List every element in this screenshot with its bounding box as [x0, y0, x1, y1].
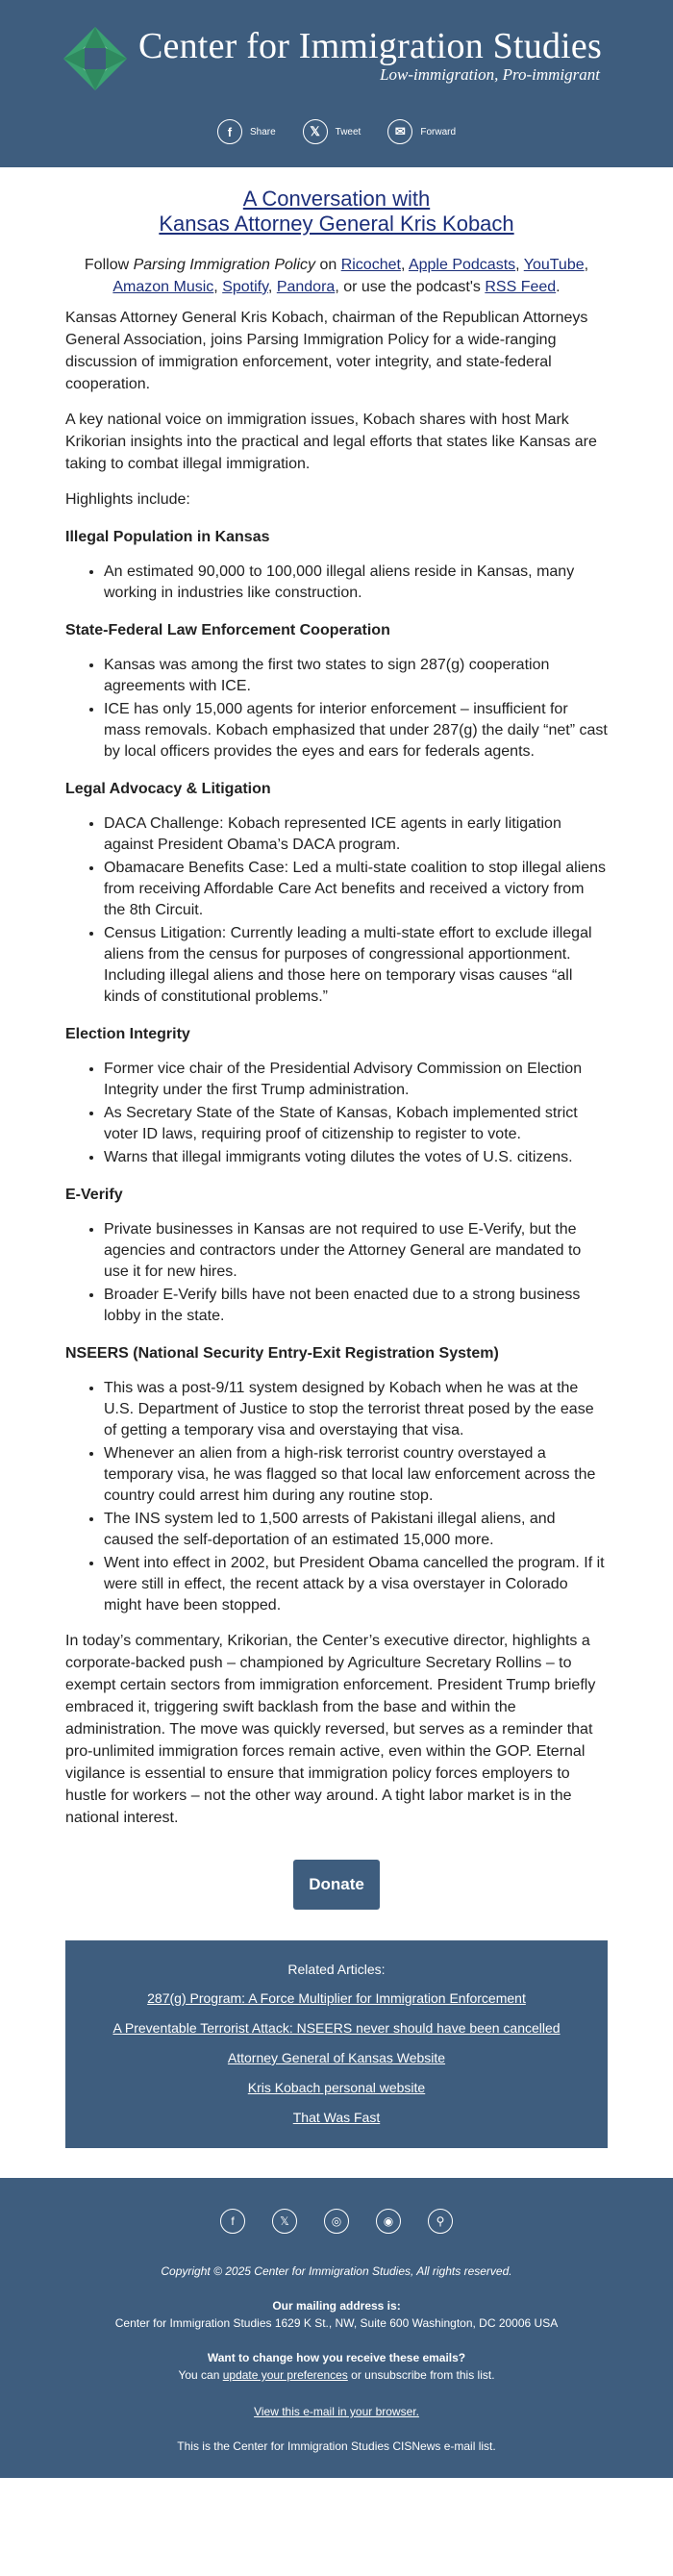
- list-item: • As Secretary State of the State of Kansas, Kobach implemented strict voter ID laws, requiring proof of citizenship to register to vote.: [104, 1103, 608, 1145]
- mail-icon: ✉: [387, 119, 412, 144]
- title-link-line1[interactable]: A Conversation with: [242, 187, 431, 211]
- update-preferences-link[interactable]: update your preferences: [222, 2368, 348, 2382]
- facebook-icon: f: [217, 119, 242, 144]
- rss-icon[interactable]: ◉: [376, 2209, 401, 2234]
- highlights-label: Highlights include:: [65, 491, 190, 508]
- section-list: [104, 655, 608, 763]
- section-list: [104, 813, 608, 1008]
- rss-feed-link[interactable]: RSS Feed: [485, 279, 557, 295]
- donate-wrapper: [65, 1860, 608, 1910]
- section-heading: Illegal Population in Kansas: [65, 529, 270, 545]
- spotify-link[interactable]: Spotify: [222, 279, 268, 295]
- follow-or: , or use the podcast's: [335, 279, 486, 295]
- related-articles-box: [65, 1940, 608, 2148]
- donate-button[interactable]: Donate: [293, 1860, 380, 1910]
- related-link[interactable]: Kris Kobach personal website: [247, 2080, 426, 2095]
- logo[interactable]: [62, 25, 619, 92]
- mailing-heading: Our mailing address is:: [272, 2299, 401, 2313]
- apple-podcasts-link[interactable]: Apple Podcasts: [408, 257, 516, 273]
- logo-tagline: Low-immigration, Pro-immigrant: [380, 65, 600, 84]
- related-link[interactable]: That Was Fast: [292, 2110, 381, 2125]
- list-item: • Former vice chair of the Presidential Advisory Commission on Election Integrity under the first Trump administration.: [104, 1059, 608, 1101]
- list-note: This is the Center for Immigration Studies CISNews e-mail list.: [177, 2439, 496, 2453]
- section-list: [104, 1219, 608, 1327]
- list-item: • Went into effect in 2002, but President Obama cancelled the program. If it were still in effect, the recent attack by a visa overstayer in Colorado might have been stopped.: [104, 1553, 608, 1616]
- x-icon: 𝕏: [303, 119, 328, 144]
- intro-paragraph-1: Kansas Attorney General Kris Kobach, chairman of the Republican Attorneys General Association, joins Parsing Immigration Policy for a wide-ranging discussion of immigration enforcement, voter integrity, and state-federal cooperation.: [65, 310, 588, 392]
- share-label: Share: [249, 126, 276, 138]
- podcast-name: Parsing Immigration Policy: [133, 257, 315, 273]
- follow-prefix: Follow: [84, 257, 134, 273]
- list-item: • Warns that illegal immigrants voting dilutes the votes of U.S. citizens.: [104, 1147, 608, 1168]
- copyright: Copyright © 2025 Center for Immigration Studies, All rights reserved.: [161, 2264, 512, 2278]
- section-heading: E-Verify: [65, 1187, 123, 1203]
- social-links: [0, 2209, 673, 2234]
- section-list: [104, 562, 608, 604]
- pandora-link[interactable]: Pandora: [276, 279, 336, 295]
- x-icon[interactable]: 𝕏: [272, 2209, 297, 2234]
- share-button[interactable]: [217, 119, 276, 144]
- section-heading: Election Integrity: [65, 1026, 190, 1042]
- link-icon[interactable]: ⚲: [428, 2209, 453, 2234]
- section-list: [104, 1378, 608, 1616]
- footer: [0, 2178, 673, 2478]
- related-link[interactable]: 287(g) Program: A Force Multiplier for Immigration Enforcement: [147, 1990, 526, 2006]
- ricochet-link[interactable]: Ricochet: [340, 257, 401, 273]
- list-item: • This was a post-9/11 system designed by Kobach when he was at the U.S. Department of Justice to stop the terrorist threat posed by the ease of getting a temporary visa and overstaying that visa.: [104, 1378, 608, 1441]
- header-band: [0, 0, 673, 167]
- youtube-link[interactable]: YouTube: [523, 257, 585, 273]
- forward-label: Forward: [420, 126, 457, 138]
- section-list: [104, 1059, 608, 1168]
- logo-title: Center for Immigration Studies: [138, 26, 602, 66]
- share-bar: [0, 119, 673, 144]
- tweet-button[interactable]: [303, 119, 361, 144]
- related-link[interactable]: Attorney General of Kansas Website: [227, 2050, 446, 2065]
- section-heading: Legal Advocacy & Litigation: [65, 781, 271, 797]
- forward-button[interactable]: [387, 119, 456, 144]
- list-item: • DACA Challenge: Kobach represented ICE agents in early litigation against President Obama’s DACA program.: [104, 813, 608, 856]
- list-item: • ICE has only 15,000 agents for interior enforcement – insufficient for mass removals. Kobach emphasized that under 287(g) the daily “net” cast by local officers provides the eyes and ears for federals agents.: [104, 699, 608, 763]
- cis-logo-icon: [62, 25, 129, 92]
- mailing-address: Center for Immigration Studies 1629 K St., NW, Suite 600 Washington, DC 20006 USA: [114, 2316, 559, 2330]
- email-content: [0, 167, 673, 2148]
- list-item: • Broader E-Verify bills have not been enacted due to a strong business lobby in the state.: [104, 1285, 608, 1327]
- instagram-icon[interactable]: ◎: [324, 2209, 349, 2234]
- preferences-heading: Want to change how you receive these emails?: [207, 2351, 466, 2364]
- section-heading: State-Federal Law Enforcement Cooperation: [65, 622, 390, 638]
- list-item: • Kansas was among the first two states to sign 287(g) cooperation agreements with ICE.: [104, 655, 608, 697]
- closing-paragraph: In today’s commentary, Krikorian, the Center’s executive director, highlights a corporate-backed push – championed by Agriculture Secretary Rollins – to exempt certain sectors from immigration enforcement. President Trump briefly embraced it, triggering swift backlash from the base and within the administration. The move was quickly reversed, but serves as a reminder that pro-unlimited immigration forces remain active, even within the GOP. Eternal vigilance is essential to ensure that immigration policy forces employers to hustle for workers – not the other way around. A tight labor market is in the national interest.: [65, 1633, 596, 1826]
- title-link-line2[interactable]: Kansas Attorney General Kris Kobach: [159, 212, 514, 236]
- podcast-follow-text: Follow Parsing Immigration Policy on Ricochet, Apple Podcasts, YouTube, Amazon Music, Spotify, Pandora, or use the podcast's RSS Feed.: [84, 257, 589, 295]
- list-item: • An estimated 90,000 to 100,000 illegal aliens reside in Kansas, many working in industries like construction.: [104, 562, 608, 604]
- follow-end: .: [556, 279, 561, 295]
- list-item: • The INS system led to 1,500 arrests of Pakistani illegal aliens, and caused the self-deportation of an estimated 15,000 more.: [104, 1509, 608, 1551]
- browser-view: [0, 2405, 673, 2418]
- article-title: [65, 187, 608, 237]
- view-in-browser-link[interactable]: View this e-mail in your browser.: [254, 2405, 419, 2418]
- list-item: • Obamacare Benefits Case: Led a multi-state coalition to stop illegal aliens from receiving Affordable Care Act benefits and received a victory from the 8th Circuit.: [104, 858, 608, 921]
- preferences-text: [0, 2368, 673, 2382]
- intro-paragraph-2: A key national voice on immigration issues, Kobach shares with host Mark Krikorian insights into the practical and legal efforts that states like Kansas are taking to combat illegal immigration.: [65, 412, 597, 472]
- list-item: • Whenever an alien from a high-risk terrorist country overstayed a temporary visa, he was flagged so that local law enforcement across the country could arrest him during any routine stop.: [104, 1443, 608, 1507]
- preferences-prefix: You can: [178, 2368, 223, 2382]
- preferences-suffix: or unsubscribe from this list.: [347, 2368, 495, 2382]
- amazon-music-link[interactable]: Amazon Music: [112, 279, 214, 295]
- section-heading: NSEERS (National Security Entry-Exit Registration System): [65, 1345, 499, 1362]
- tweet-label: Tweet: [335, 126, 361, 138]
- list-item: • Census Litigation: Currently leading a multi-state effort to exclude illegal aliens from the census for purposes of congressional apportionment. Including illegal aliens and those here on temporary visas causes “all kinds of constitutional problems.”: [104, 923, 608, 1008]
- list-item: • Private businesses in Kansas are not required to use E-Verify, but the agencies and contractors under the Attorney General are mandated to use it for new hires.: [104, 1219, 608, 1283]
- follow-on: on: [315, 257, 341, 273]
- facebook-icon[interactable]: f: [220, 2209, 245, 2234]
- related-heading: Related Articles:: [287, 1962, 386, 1977]
- related-link[interactable]: A Preventable Terrorist Attack: NSEERS never should have been cancelled: [112, 2020, 561, 2036]
